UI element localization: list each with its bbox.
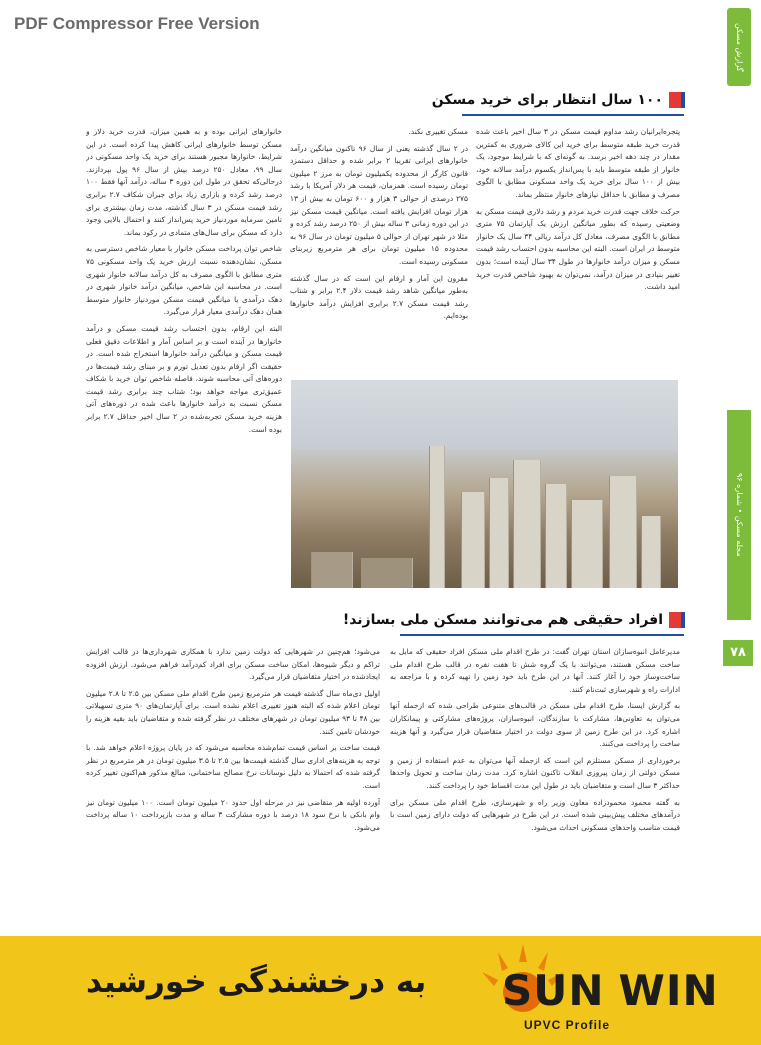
- paragraph: برخورداری از مسکن مستلزم این است که ازجمله آنها می‌توان به عدم استفاده از زمین و مسکن دولتی از زمان پیروزی انقلاب تاکنون اشاره کرد. مدت زمان ساخت و تحویل واحدها حداکثر ۳ سال است و متقاضیان باید در طول این مدت اقساط خود را پرداخت کنند.: [390, 755, 680, 790]
- article2-column-right: [390, 646, 680, 928]
- paragraph: به گزارش ایسنا، طرح اقدام ملی مسکن در قالب‌های متنوعی طراحی شده که ازجمله آنها می‌توان به تعاونی‌ها، مشارکت با سازندگان، انبوه‌سازان، پروژه‌های مشارکتی و پیمانکاران اشاره کرد. در این طرح زمین از سوی دولت در اختیار متقاضیان قرار می‌گیرد و آنها هزینه ساخت را پرداخت می‌کنند.: [390, 701, 680, 749]
- article1-title: ۱۰۰ سال انتظار برای خرید مسکن: [431, 92, 663, 108]
- article1-column-right: [476, 126, 680, 374]
- article2-title-rule: [400, 634, 684, 636]
- article2-title: افراد حقیقی هم می‌توانند مسکن ملی بسازند!: [342, 612, 663, 628]
- paragraph: قیمت ساخت بر اساس قیمت تمام‌شده محاسبه می‌شود که در پایان پروژه اعلام خواهد شد. با توجه به هزینه‌های اداری سال گذشته قیمت‌ها بین ۲.۵ تا ۳.۵ میلیون تومان در هر مترمربع در نظر گرفته شده که احتمالا به دلیل نوسانات نرخ مصالح ساختمانی، مبالغ مذکور هم‌اکنون تغییر کرده است.: [86, 743, 380, 790]
- paragraph: به گفته محمود محمودزاده معاون وزیر راه و شهرسازی، طرح اقدام ملی مسکن برای درآمدهای مختلف پیش‌بینی شده است. در این طرح در شهرهایی که دولت دارای زمین است با قیمت مناسب واحدهای مسکونی احداث می‌شود.: [390, 797, 680, 832]
- photo-tower: [641, 516, 661, 588]
- section-tab: گزارش مسکن: [727, 8, 751, 86]
- brand-sun: SUN: [502, 966, 605, 1015]
- photo-tower: [429, 446, 445, 588]
- title-marker-icon: [669, 92, 685, 108]
- article1-column-middle: [290, 126, 468, 374]
- photo-tower: [489, 478, 509, 588]
- photo-sky: [291, 380, 678, 450]
- paragraph: در ۲ سال گذشته یعنی از سال ۹۶ تاکنون میانگین درآمد خانوارهای ایرانی تقریبا ۲ برابر شده و حداقل دستمزد قانون کارگر از محدوده یکمیلیون تومان به مرز ۲ میلیون تومان رسیده است. همزمان، قیمت هر دلار آمریکا با رشد ۲۷۵ درصدی از حوالی ۳ هزار و ۶۰۰ تومان به بیش از ۱۳ هزار تومان افزایش یافته است. میانگین قیمت مسکن نیز در این دوره زمانی ۳ ساله بیش از ۲۵۰ درصد رشد کرده و مثلا در شهر تهران از حوالی ۵ میلیون تومان در سال ۹۶ به محدوده ۱۵ میلیون تومان برای هر مترمربع زیربنای مسکونی رسیده است.: [290, 143, 468, 266]
- photo-lowrise: [311, 552, 353, 588]
- paragraph: البته این ارقام، بدون احتساب رشد قیمت مسکن و درآمد خانوارها در آینده است و بر اساس آمار و اطلاعات دقیق فعلی قیمت مسکن و میانگین درآمد خانوارها استخراج شده است. در حقیقت اگر ارقام بدون تعدیل تورم و بر مبنای رشد قیمت‌ها در دوره‌های آتی محاسبه شوند، فاصله شاخص توان خرید با شکاف عمیق‌تری مواجه خواهد بود؛ شتاب چند برابری رشد قیمت مسکن نسبت به درآمد خانوارها باعث شده در دوره‌های آتی هزینه خرید مسکن تجربه‌شده در ۲ سال اخیر حداقل ۲.۷ برابر بوده است.: [86, 323, 282, 434]
- pdf-watermark: PDF Compressor Free Version: [14, 14, 260, 33]
- article2-title-row: [343, 612, 685, 628]
- brand-subtitle: UPVC Profile: [524, 1018, 611, 1032]
- paragraph: خانوارهای ایرانی بوده و به همین میزان، قدرت خرید دلار و مسکن توسط خانوارهای ایرانی کاهش پیدا کرده است. در این شرایط، خانوارها مجبور هستند برای خرید یک واحد مسکونی در سال ۹۹، معادل ۲۵۰ درصد بیش از سال ۹۶ پول بپردازند. درحالی‌که تحقق در طول این دوره ۳ ساله، درآمد آنها فقط ۱۰۰ درصد رشد کرده و بازاری زیاد برای جبران شکاف ۲.۷ برابری رشد قیمت مسکن در ۳ سال گذشته، مدت زمان بیشتری برای تامین سرمایه موردنیاز خرید پس‌انداز کنند و احتمال بالایی وجود دارد که مسکن برای سال‌های متمادی در رکود بماند.: [86, 127, 282, 237]
- paragraph: مدیرعامل انبوه‌سازان استان تهران گفت: در طرح اقدام ملی مسکن افراد حقیقی که مایل به ساخت مسکن هستند، می‌توانند با یک گروه شش تا هفت نفره در قالب طرح اقدام ملی ساخت‌وساز خود را آغاز کنند. آنها در این طرح باید خود زمین را تهیه کرده و با مراجعه به ادارات راه و شهرسازی ثبت‌نام کنند.: [390, 647, 680, 694]
- paragraph: پتجره‌ایرانیان رشد مداوم قیمت مسکن در ۳ سال اخیر باعث شده قدرت خرید طبقه متوسط برای خرید این کالای ضروری به کمترین مقدار در چند دهه اخیر برسد. به گونه‌ای که با شرایط موجود، یک خانوار از طبقه متوسط باید با پس‌انداز یکسوم درآمد سالانه خود، بیش از ۱۰۰ سال برای خرید یک واحد مسکونی مطابق با الگوی مصرف و مطابق با حداقل نیازهای خانوار منتظر بماند.: [476, 127, 680, 199]
- photo-tower: [545, 484, 567, 588]
- paragraph: شاخص توان پرداخت مسکن خانوار با معیار شاخص دسترسی به مسکن، نشان‌دهنده نسبت ارزش خرید یک واحد مسکونی ۷۵ متری مطابق با الگوی مصرف به کل درآمد سالانه خانوار شهری است. در محاسبه این شاخص، میانگین درآمد خانوار شهری در دهک درآمدی یا میانگین قیمت مسکن موردنیاز خانوار متوسط همان دهک درآمدی معیار قرار می‌گیرد.: [86, 244, 282, 317]
- magazine-issue-tab: مجله مسکن • شماره ۹۶: [727, 410, 751, 620]
- paragraph: حرکت خلاف جهت قدرت خرید مردم و رشد دلاری قیمت مسکن به وضعیتی رسیده که بطور میانگین ارزش یک آپارتمان ۷۵ متری مطابق با الگوی مصرف، معادل کل درآمد ریالی ۳۴ سال یک خانوار متوسط در ایران است. البته این محاسبه بدون احتساب رشد قیمت مسکن و میزان درآمد خانوارها در طول ۳۴ سال آینده است؛ بدون تغییر بنیادی در میزان درآمد، نمی‌توان به بهبود شاخص قدرت خرید امید داشت.: [476, 206, 680, 292]
- title-marker-icon: [669, 612, 685, 628]
- article1-title-row: [432, 92, 685, 108]
- sunwin-logo: [478, 944, 718, 1036]
- sunwin-advertisement: [0, 936, 761, 1045]
- page-number: ۷۸: [723, 640, 753, 666]
- article1-title-rule: [462, 114, 684, 116]
- photo-tower: [609, 476, 637, 588]
- city-skyline-photo: [291, 380, 678, 588]
- paragraph: مقرون این آمار و ارقام این است که در سال گذشته به‌طور میانگین شاهد رشد قیمت دلار ۲.۴ برابر و شتاب رشد قیمت مسکن ۲.۷ برابری افزایش درآمد خانوارها بوده‌ایم.: [290, 273, 468, 321]
- brand-win: WIN: [618, 966, 719, 1015]
- article1-column-left: [86, 126, 282, 582]
- photo-tower: [571, 500, 603, 588]
- paragraph: مسکن تغییری نکند.: [408, 127, 468, 136]
- paragraph: اولیل دی‌ماه سال گذشته قیمت هر مترمربع زمین طرح اقدام ملی مسکن بین ۲.۵ تا ۲.۸ میلیون تومان اعلام شده که البته هنوز تغییری اعلام نشده است. برای آپارتمان‌های ۹۰ متری تسهیلاتی بین ۴۸ تا ۹۳ میلیون تومان در شهرهای مختلف در نظر گرفته شده و متقاضیان باید بقیه هزینه را خودشان تامین کنند.: [86, 688, 380, 736]
- paragraph: آورده اولیه هر متقاضی نیز در مرحله اول حدود ۲۰ میلیون تومان است. ۱۰۰ میلیون تومان نیز وام بانکی با نرخ سود ۱۸ درصد با دوره مشارکت ۳ ساله و مدت بازپرداخت ۱۰ ساله پرداخت می‌شود.: [86, 797, 380, 832]
- paragraph: می‌شود؛ هم‌چنین در شهرهایی که دولت زمین ندارد با همکاری شهرداری‌ها در قالب افزایش تراکم و دیگر شیوه‌ها، امکان ساخت مسکن برای افراد کم‌درآمد فراهم می‌شود. ارزش افزوده ایجادشده در اختیار متقاضیان قرار می‌گیرد.: [86, 647, 380, 682]
- ad-slogan: به درخشندگی خورشید: [86, 964, 427, 1000]
- photo-tower: [461, 492, 485, 588]
- brand-wordmark: [502, 966, 719, 1015]
- side-bar: [719, 0, 761, 930]
- photo-lowrise: [361, 558, 413, 588]
- article2-column-left: [86, 646, 380, 928]
- photo-tower: [513, 460, 541, 588]
